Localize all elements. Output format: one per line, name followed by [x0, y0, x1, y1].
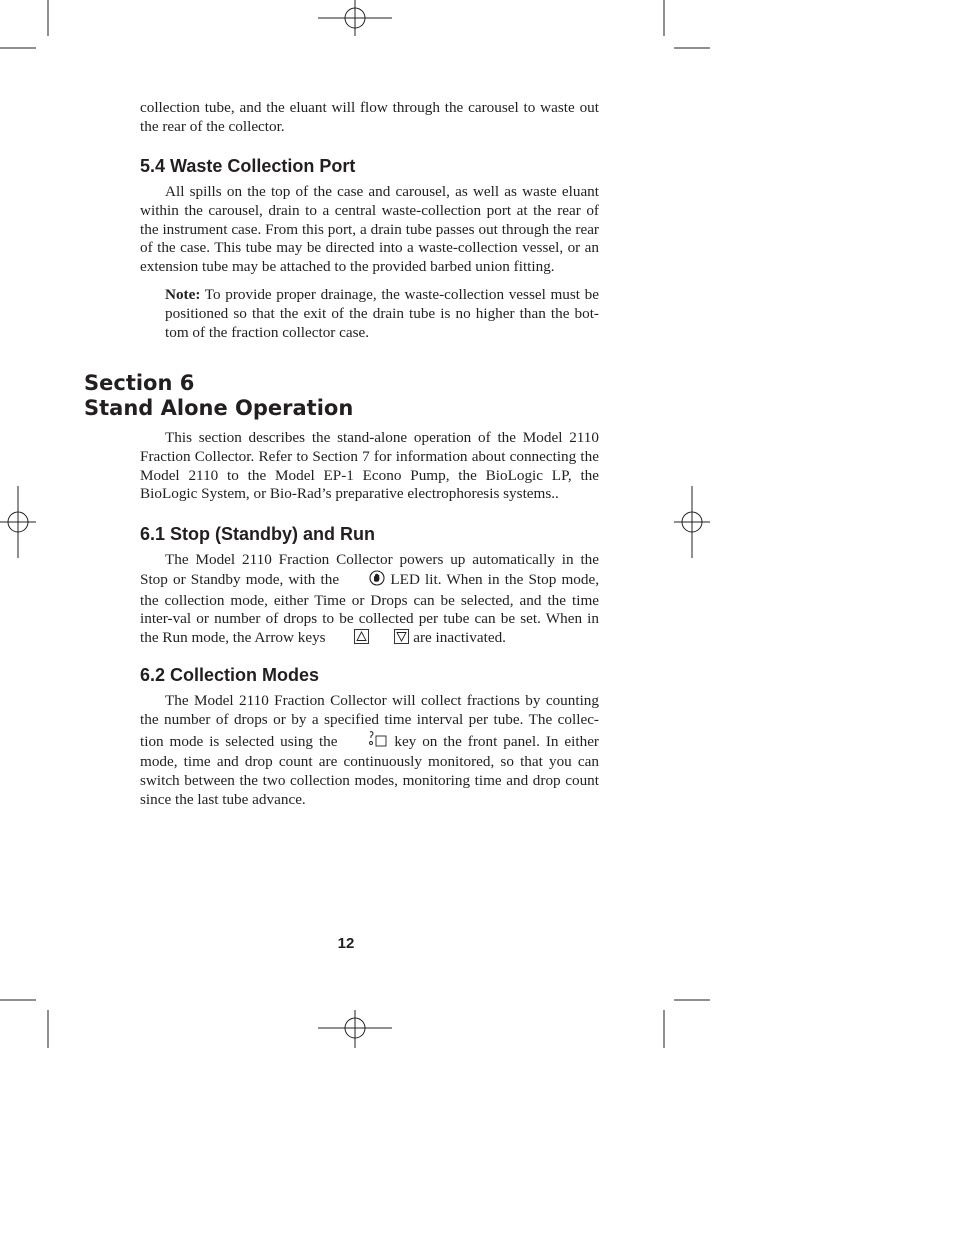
- paragraph-6-1-part-a: The Model 2110 Fraction Collector powers up automatically in the Stop or Standby mode, with the: [140, 551, 599, 588]
- heading-5-4: 5.4 Waste Collection Port: [140, 156, 356, 176]
- section-6-title: [84, 371, 353, 421]
- stop-hand-icon: [344, 570, 385, 592]
- note-text: To provide proper drainage, the waste-collection vessel must be positioned so that the exit of the drain tube is no higher than the bot-tom of the fraction collector case.: [165, 286, 599, 341]
- heading-6-2: 6.2 Collection Modes: [140, 665, 320, 685]
- section-6-title-line1: Section 6: [84, 371, 195, 395]
- heading-6-1: 6.1 Stop (Standby) and Run: [140, 524, 376, 544]
- paragraph-section-6: This section describes the stand-alone operation of the Model 2110 Fraction Collector. Refer to Section 7 for information about connecting the Model 2110 to the Model EP-1 Econo Pump, the BioLogic LP, the BioLogic System, or Bio-Rad’s preparative electrophoresis systems..: [140, 429, 599, 503]
- section-6-title-line2: Stand Alone Operation: [84, 396, 354, 420]
- note-paragraph: [165, 286, 599, 342]
- paragraph-5-4: All spills on the top of the case and carousel, as well as waste eluant within the carousel, drain to a central waste-collection port at the rear of the instrument case. From this port, a drain tube passes out through the rear of the case. This tube may be directed into a waste-collection vessel, or an extension tube may be attached to the provided barbed union fitting.: [140, 183, 599, 276]
- paragraph-6-1: [140, 551, 599, 650]
- intro-paragraph: collection tube, and the eluant will flow through the carousel to waste out the rear of the collector.: [140, 99, 599, 135]
- paragraph-6-2-part-a: The Model 2110 Fraction Collector will collect fractions by counting the number of drops or by a specified time interval per tube. The collec-tion mode is selected using the: [140, 692, 599, 750]
- note-label: Note:: [165, 286, 201, 303]
- paragraph-6-2-part-b: key on the front panel. In either mode, time and drop count are continuously monitored, so that you can switch between the two collection modes, monitoring time and drop count since the last tube advance.: [140, 732, 599, 808]
- arrow-down-key-icon: [369, 629, 409, 650]
- paragraph-6-1-part-c: are inactivated.: [409, 629, 506, 647]
- arrow-up-key-icon: [329, 629, 369, 650]
- paragraph-6-2: [140, 692, 599, 810]
- page-number: 12: [337, 935, 355, 952]
- paragraph-6-1-part-b: LED lit. When in the Stop mode, the collection mode, either Time or Drops can be selected, and the time inter-val or number of drops to be collected per tube can be set. When in the Run mode, the Arrow keys: [140, 570, 599, 647]
- collection-mode-key-icon: [343, 730, 388, 754]
